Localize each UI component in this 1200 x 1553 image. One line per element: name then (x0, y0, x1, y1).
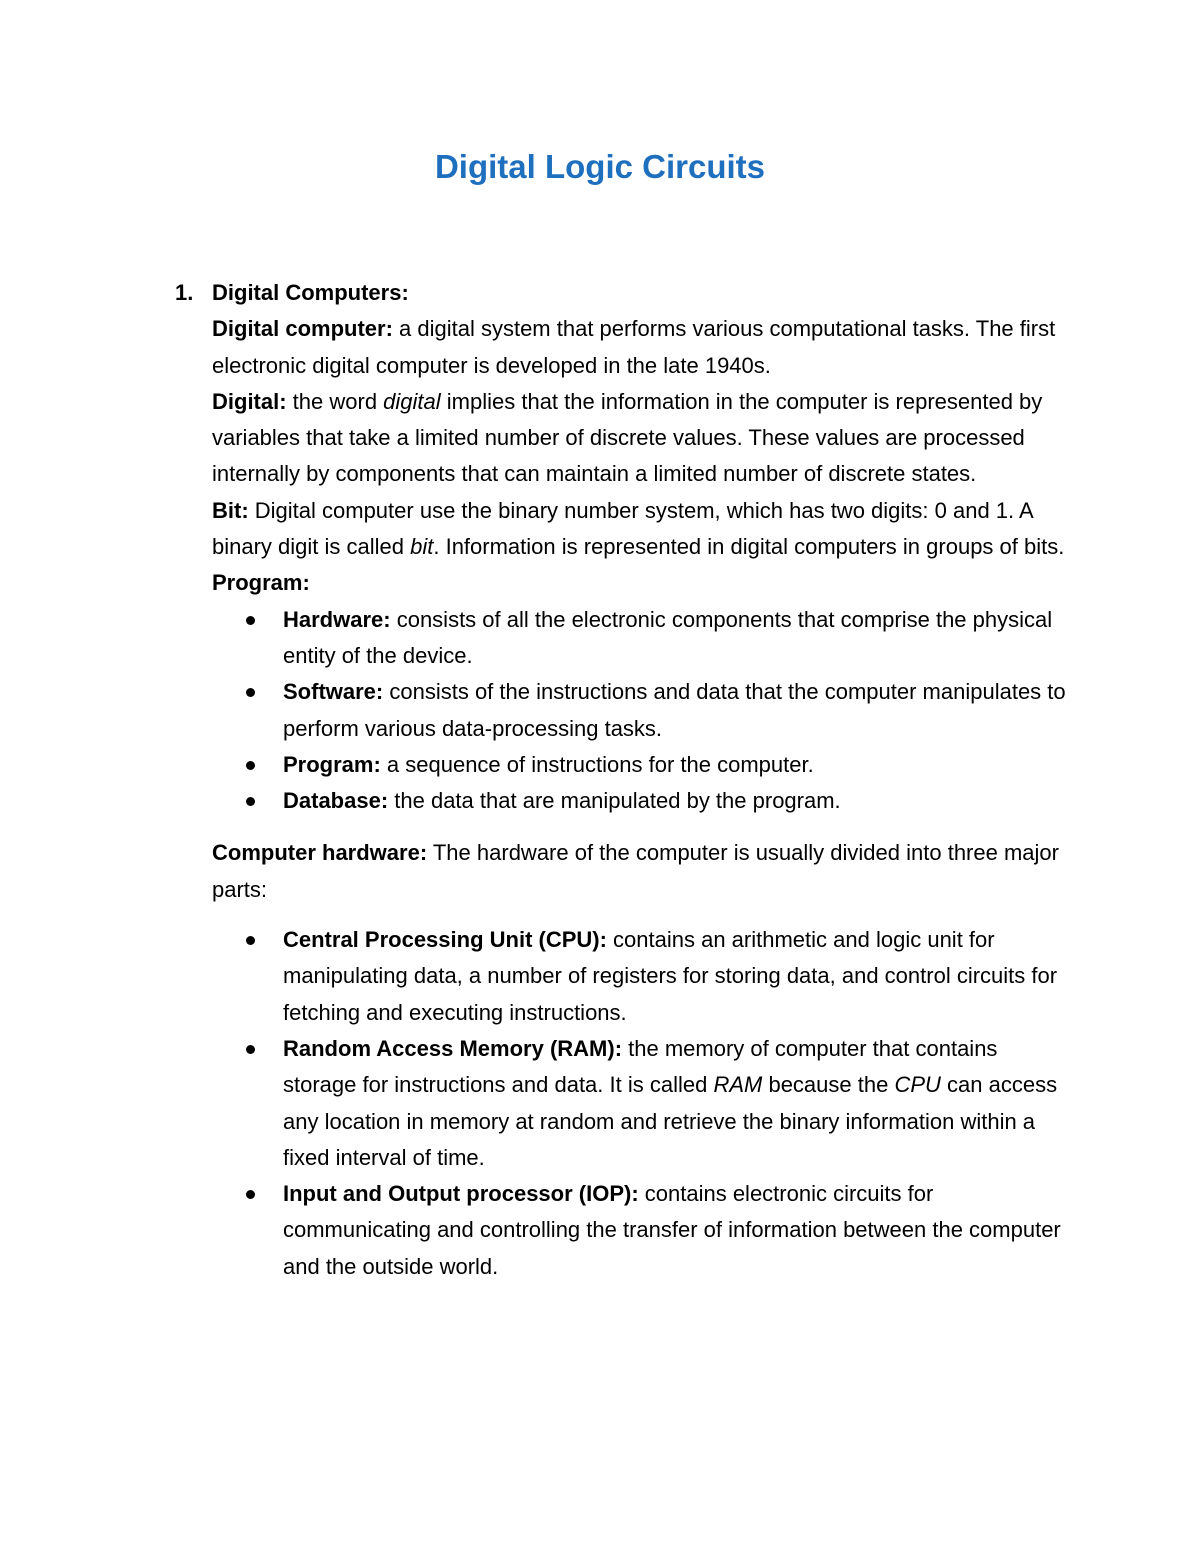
text-segment: the memory of computer that contains storage for instructions and data. It is called (283, 1035, 998, 1098)
list-item-program (212, 747, 1075, 783)
term-database: Database: (283, 788, 389, 814)
bullet-icon (246, 1045, 255, 1054)
italic-ram: RAM (713, 1072, 763, 1098)
term-computer-hardware: Computer hardware: (212, 840, 428, 866)
definition-program: a sequence of instructions for the computer. (380, 751, 814, 777)
term-cpu: Central Processing Unit (CPU): (283, 927, 607, 953)
text-segment: because the (762, 1072, 895, 1098)
term-iop: Input and Output processor (IOP): (283, 1181, 639, 1207)
list-item-database (212, 783, 1075, 819)
definition-computer-hardware: The hardware of the computer is usually divided into three major parts: (212, 840, 1059, 902)
hardware-bullet-list (212, 922, 1075, 1285)
numbered-section-digital-computers (175, 275, 1075, 1285)
paragraph-bit (212, 493, 1075, 566)
term-software: Software: (283, 679, 384, 705)
bullet-icon (246, 688, 255, 697)
definition-cpu: contains an arithmetic and logic unit for manipulating data, a number of registers for storing data, and control circuits for fetching and executing instructions. (283, 927, 1058, 1025)
program-bullet-list (212, 602, 1075, 820)
term-bit: Bit: (212, 497, 249, 523)
list-item-ram (212, 1031, 1075, 1176)
definition-database: the data that are manipulated by the program. (388, 788, 841, 814)
text-segment: Digital computer use the binary number system, which has two digits: 0 and 1. A binary digit is called (212, 497, 1033, 560)
list-item-cpu (212, 922, 1075, 1031)
definition-iop: contains electronic circuits for communicating and controlling the transfer of information between the computer and the outside world. (283, 1181, 1061, 1279)
paragraph-digital-computer (212, 311, 1075, 384)
bullet-icon (246, 936, 255, 945)
list-item-software (212, 674, 1075, 747)
bullet-icon (246, 797, 255, 806)
paragraph-computer-hardware (212, 835, 1075, 908)
list-item-hardware (212, 602, 1075, 675)
term-program-heading: Program: (212, 570, 310, 596)
italic-cpu: CPU (894, 1072, 941, 1098)
spacer (212, 908, 1075, 922)
paragraph-digital (212, 384, 1075, 493)
italic-bit: bit (410, 534, 434, 560)
italic-digital: digital (383, 388, 441, 414)
term-digital-computer: Digital computer: (212, 316, 393, 342)
list-item-iop (212, 1176, 1075, 1285)
section-heading-text: Digital Computers: (212, 280, 409, 305)
document-body (175, 275, 1075, 1285)
text-segment: can access any location in memory at random and retrieve the binary information within a fixed interval of time. (283, 1072, 1058, 1170)
bullet-icon (246, 761, 255, 770)
section-heading (212, 275, 1075, 311)
text-segment: . Information is represented in digital computers in groups of bits. (433, 534, 1065, 560)
term-program: Program: (283, 751, 381, 777)
definition-digital-computer: a digital system that performs various computational tasks. The first electronic digital computer is developed in the late 1940s. (212, 316, 1056, 378)
page-title: Digital Logic Circuits (434, 148, 766, 185)
text-segment: implies that the information in the computer is represented by variables that take a limited number of discrete values. These values are processed internally by components that can maintain a limited number of discrete states. (212, 388, 1043, 487)
program-heading (212, 565, 1075, 601)
definition-hardware: consists of all the electronic components that comprise the physical entity of the device. (283, 606, 1053, 668)
definition-software: consists of the instructions and data that the computer manipulates to perform various data-processing tasks. (283, 679, 1066, 741)
text-segment: the word (286, 388, 384, 414)
list-number: 1. (175, 280, 194, 305)
term-ram: Random Access Memory (RAM): (283, 1035, 623, 1061)
bullet-icon (246, 616, 255, 625)
term-hardware: Hardware: (283, 606, 391, 632)
spacer (212, 819, 1075, 835)
term-digital: Digital: (212, 388, 287, 414)
bullet-icon (246, 1190, 255, 1199)
